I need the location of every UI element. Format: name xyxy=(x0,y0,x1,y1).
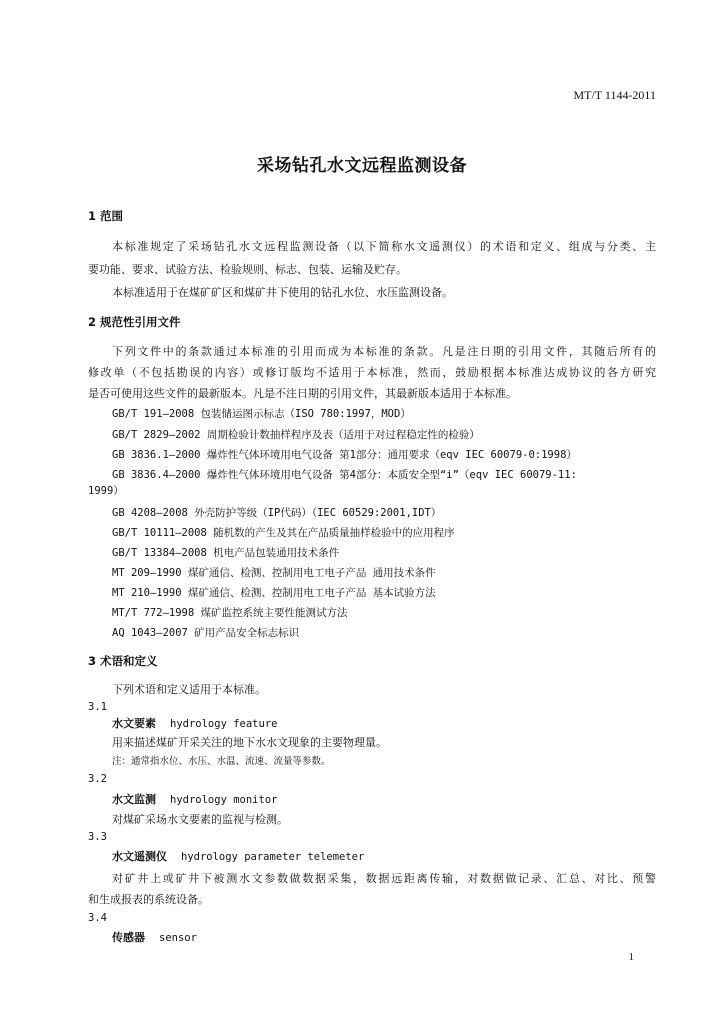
reference-item: GB/T 10111—2008 随机数的产生及其在产品质量抽样检验中的应用程序 xyxy=(112,527,455,539)
term-chinese: 水文要素 xyxy=(112,717,156,730)
term-entry xyxy=(112,850,364,864)
section-2-intro-line-2: 修改单（不包括勘误的内容）或修订版均不适用于本标准，然而，鼓励根据本标准达成协议的各方研究 xyxy=(88,366,656,379)
term-entry xyxy=(112,793,277,807)
term-note: 注：通常指水位、水压、水温、流速、流量等参数。 xyxy=(112,756,331,767)
reference-item: GB 3836.4—2000 爆炸性气体环境用电气设备 第4部分：本质安全型“i”（eqv IEC 60079-11: xyxy=(112,469,577,481)
reference-item: GB 3836.1—2000 爆炸性气体环境用电气设备 第1部分：通用要求（eqv IEC 60079-0:1998） xyxy=(112,449,577,461)
section-2-heading: 2 规范性引用文件 xyxy=(88,315,181,329)
term-definition: 用来描述煤矿开采关注的地下水水文现象的主要物理量。 xyxy=(112,736,387,749)
term-english: hydrology feature xyxy=(170,718,278,730)
term-number: 3.1 xyxy=(88,701,107,713)
reference-item: GB/T 2829—2002 周期检验计数抽样程序及表（适用于对过程稳定性的检验） xyxy=(112,429,480,441)
term-entry xyxy=(112,931,197,945)
term-definition: 对煤矿采场水文要素的监视与检测。 xyxy=(112,813,288,826)
term-number: 3.2 xyxy=(88,773,107,785)
section-1-paragraph-1-line-2: 要功能、要求、试验方法、检验规则、标志、包装、运输及贮存。 xyxy=(88,263,407,276)
reference-item: MT/T 772—1998 煤矿监控系统主要性能测试方法 xyxy=(112,607,348,619)
reference-item-continuation: 1999） xyxy=(88,485,124,497)
reference-item: GB/T 191—2008 包装储运图示标志（ISO 780:1997，MOD） xyxy=(112,408,411,420)
term-chinese: 水文遥测仪 xyxy=(112,850,167,863)
section-2-intro-line-1: 下列文件中的条款通过本标准的引用而成为本标准的条款。凡是注日期的引用文件，其随后所有的 xyxy=(112,345,656,358)
page-number: 1 xyxy=(628,951,634,963)
standard-code: MT/T 1144-2011 xyxy=(573,88,656,102)
term-english: sensor xyxy=(159,932,197,944)
section-1-paragraph-1-line-1: 本标准规定了采场钻孔水文远程监测设备（以下简称水文遥测仪）的术语和定义、组成与分类、主 xyxy=(112,240,656,253)
section-2-intro-line-3: 是否可使用这些文件的最新版本。凡是不注日期的引用文件，其最新版本适用于本标准。 xyxy=(88,387,517,400)
term-chinese: 传感器 xyxy=(112,931,145,944)
term-chinese: 水文监测 xyxy=(112,793,156,806)
reference-item: AQ 1043—2007 矿用产品安全标志标识 xyxy=(112,627,300,639)
section-3-intro: 下列术语和定义适用于本标准。 xyxy=(112,683,266,696)
term-definition: 对矿井上或矿井下被测水文参数做数据采集，数据远距离传输，对数据做记录、汇总、对比、预警 xyxy=(112,872,656,885)
section-3-heading: 3 术语和定义 xyxy=(88,654,158,668)
document-title: 采场钻孔水文远程监测设备 xyxy=(257,156,467,176)
section-1-paragraph-2: 本标准适用于在煤矿矿区和煤矿井下使用的钻孔水位、水压监测设备。 xyxy=(112,286,453,299)
term-entry xyxy=(112,717,277,731)
section-1-heading: 1 范围 xyxy=(88,209,124,223)
term-number: 3.3 xyxy=(88,831,107,843)
term-number: 3.4 xyxy=(88,912,107,924)
reference-item: MT 210—1990 煤矿通信、检测、控制用电工电子产品 基本试验方法 xyxy=(112,587,436,599)
reference-item: GB 4208—2008 外壳防护等级（IP代码）（IEC 60529:2001,IDT） xyxy=(112,507,442,519)
term-english: hydrology monitor xyxy=(170,794,278,806)
reference-item: MT 209—1990 煤矿通信、检测、控制用电工电子产品 通用技术条件 xyxy=(112,567,436,579)
reference-item: GB/T 13384—2008 机电产品包装通用技术条件 xyxy=(112,547,340,559)
term-english: hydrology parameter telemeter xyxy=(181,851,365,863)
term-definition-continuation: 和生成报表的系统设备。 xyxy=(88,893,209,906)
